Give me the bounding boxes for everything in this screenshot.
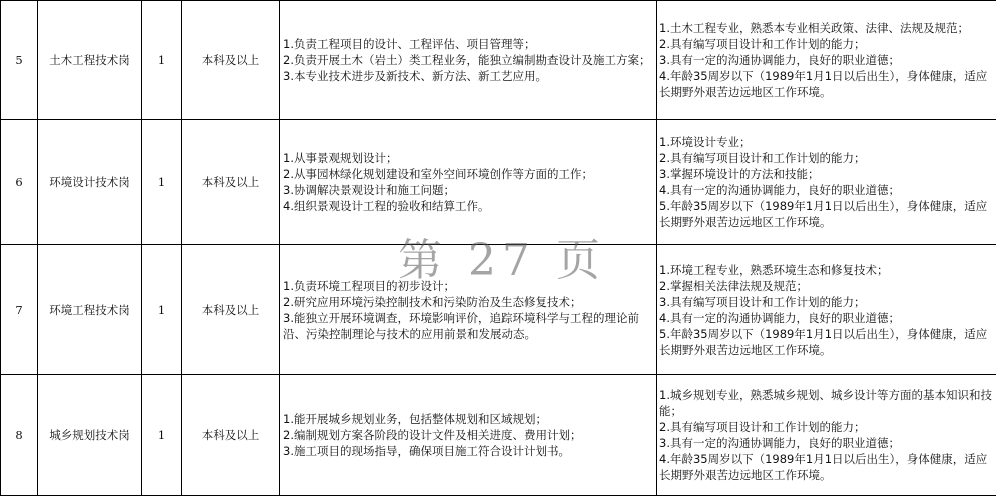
duty-line: 2.从事园林绿化规划建设和室外空间环境创作等方面的工作；: [283, 166, 653, 182]
requirement-line: 2.具有编写项目设计和工作计划的能力；: [659, 150, 994, 166]
requirement-line: 2.掌握相关法律法规及规范；: [659, 278, 994, 294]
row-number: 6: [1, 120, 38, 245]
requirement-line: 4.年龄35周岁以下（1989年1月1日以后出生），身体健康，适应长期野外艰苦边远地区工作环境。: [659, 68, 994, 100]
job-duties: [280, 1, 657, 120]
duty-line: 3.能独立开展环境调查，环境影响评价，追踪环境科学与工程的理论前沿、污染控制理论与技术的应用前景和发展动态。: [283, 310, 653, 342]
position-name: 土木工程技术岗: [38, 1, 142, 120]
requirement-line: 1.环境工程专业，熟悉环境生态和修复技术；: [659, 262, 994, 278]
table-row: [1, 245, 996, 375]
requirement-line: 1.城乡规划专业，熟悉城乡规划、城乡设计等方面的基本知识和技能；: [659, 387, 994, 419]
job-duties: [280, 120, 657, 245]
headcount: 1: [142, 375, 182, 496]
requirement-line: 3.具有一定的沟通协调能力，良好的职业道德；: [659, 52, 994, 68]
requirement-line: 4.具有一定的沟通协调能力，良好的职业道德；: [659, 182, 994, 198]
education-requirement: 本科及以上: [182, 120, 280, 245]
duty-line: 2.编制规划方案各阶段的设计文件及相关进度、费用计划；: [283, 427, 653, 443]
headcount: 1: [142, 1, 182, 120]
duty-line: 3.协调解决景观设计和施工问题；: [283, 182, 653, 198]
job-duties: [280, 375, 657, 496]
duty-line: 2.负责开展土木（岩土）类工程业务，能独立编制勘查设计及施工方案；: [283, 52, 653, 68]
headcount: 1: [142, 245, 182, 375]
education-requirement: 本科及以上: [182, 245, 280, 375]
education-requirement: 本科及以上: [182, 375, 280, 496]
requirement-line: 1.环境设计专业；: [659, 134, 994, 150]
job-requirements: [657, 1, 996, 120]
job-requirements: [657, 120, 996, 245]
row-number: 8: [1, 375, 38, 496]
page-number-watermark: 第 27 页: [398, 224, 606, 288]
duty-line: 3.施工项目的现场指导，确保项目施工符合设计计划书。: [283, 443, 653, 459]
requirement-line: 2.具有编写项目设计和工作计划的能力；: [659, 419, 994, 435]
requirement-line: 4.年龄35周岁以下（1989年1月1日以后出生），身体健康，适应长期野外艰苦边远地区工作环境。: [659, 451, 994, 483]
requirement-line: 4.具有一定的沟通协调能力，良好的职业道德；: [659, 310, 994, 326]
position-name: 环境设计技术岗: [38, 120, 142, 245]
requirement-line: 3.掌握环境设计的方法和技能；: [659, 166, 994, 182]
table-row: [1, 375, 996, 496]
requirement-line: 1.土木工程专业，熟悉本专业相关政策、法律、法规及规范；: [659, 20, 994, 36]
duty-line: 1.负责工程项目的设计、工程评估、项目管理等；: [283, 36, 653, 52]
requirement-line: 5.年龄35周岁以下（1989年1月1日以后出生），身体健康，适应长期野外艰苦边远地区工作环境。: [659, 198, 994, 230]
headcount: 1: [142, 120, 182, 245]
table-row: [1, 120, 996, 245]
row-number: 5: [1, 1, 38, 120]
job-duties: [280, 245, 657, 375]
position-name: 城乡规划技术岗: [38, 375, 142, 496]
requirement-line: 5.年龄35周岁以下（1989年1月1日以后出生），身体健康，适应长期野外艰苦边远地区工作环境。: [659, 326, 994, 358]
requirement-line: 2.具有编写项目设计和工作计划的能力；: [659, 36, 994, 52]
duty-line: 1.从事景观规划设计；: [283, 150, 653, 166]
requirement-line: 3.具有编写项目设计和工作计划的能力；: [659, 294, 994, 310]
table-row: [1, 1, 996, 120]
row-number: 7: [1, 245, 38, 375]
duty-line: 3.本专业技术进步及新技术、新方法、新工艺应用。: [283, 68, 653, 84]
duty-line: 1.负责环境工程项目的初步设计；: [283, 278, 653, 294]
duty-line: 2.研究应用环境污染控制技术和污染防治及生态修复技术；: [283, 294, 653, 310]
position-name: 环境工程技术岗: [38, 245, 142, 375]
duty-line: 1.能开展城乡规划业务，包括整体规划和区域规划；: [283, 411, 653, 427]
requirement-line: 3.具有一定的沟通协调能力，良好的职业道德；: [659, 435, 994, 451]
job-requirements: [657, 245, 996, 375]
education-requirement: 本科及以上: [182, 1, 280, 120]
duty-line: 4.组织景观设计工程的验收和结算工作。: [283, 198, 653, 214]
job-requirements: [657, 375, 996, 496]
table-body: [1, 1, 996, 496]
